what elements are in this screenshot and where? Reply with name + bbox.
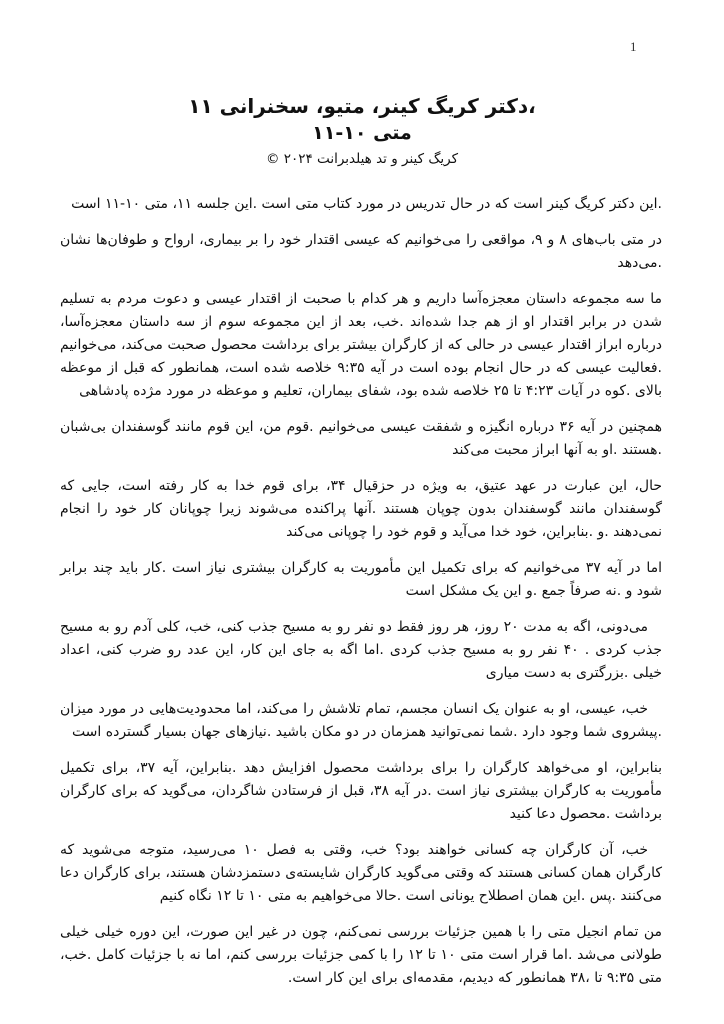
document-header (0, 0, 724, 169)
paragraph: می‌دونی، اگه به مدت ۲۰ روز، هر روز فقط دو نفر رو به مسیح جذب کنی، خب، کلی آدم رو به مسیح جذب کردی . ۴۰ نفر رو به مسیح جذب کردی .اما اگه به جای این کار، این عدد رو ضرب کنی، اعداد خیلی .بزرگتری به دست میاری (60, 619, 662, 681)
paragraph: همچنین در آیه ۳۶ درباره انگیزه و شفقت عیسی می‌خوانیم .قوم من، این قوم مانند گوسفندان بی‌شبان .هستند .او به آنها ابراز محبت می‌کند (60, 419, 662, 458)
paragraph: خب، عیسی، او به عنوان یک انسان مجسم، تمام تلاشش را می‌کند، اما محدودیت‌هایی در مورد میزان .پیشروی شما وجود دارد .شما نمی‌توانید همزمان در دو مکان باشید .نیازهای جهان بسیار گسترده است (60, 701, 662, 740)
paragraph: من تمام انجیل متی را با همین جزئیات بررسی نمی‌کنم، چون در غیر این صورت، این دوره خیلی خیلی طولانی می‌شد .اما قرار است متی ۱۰ تا ۱۲ را با کمی جزئیات بررسی کنم، اما نه با جزئیات کامل .خب، متی ۹:۳۵ تا ،۳۸ همانطور که دیدیم، مقدمه‌ای برای این کار است. (60, 924, 663, 986)
document-body (60, 193, 662, 990)
paragraph: اما در آیه ۳۷ می‌خوانیم که برای تکمیل این مأموریت به کارگران بیشتری نیاز است .کار باید چند برابر شود و .نه صرفاً جمع .و این یک مشکل است (60, 560, 663, 599)
paragraph: در متی باب‌های ۸ و ۹، مواقعی را می‌خوانیم که عیسی اقتدار خود را بر بیماری، ارواح و طوفان‌ها نشان .می‌دهد (60, 232, 662, 271)
document-title: ،دکتر کریگ کینر، متیو، سخنرانی ۱۱ (188, 94, 536, 118)
paragraph: حال، این عبارت در عهد عتیق، به ویژه در حزقیال ۳۴، برای قوم خدا به کار رفته است، جایی که گوسفندان مانند گوسفندان بدون چوپان هستند .آنها پراکنده می‌شوند زیرا چوپانان کار خود را انجام نمی‌دهند .و .بنابراین، خود خدا می‌آید و قوم خود را چوپانی می‌کند (60, 478, 663, 540)
page-number: 1 (630, 39, 637, 54)
copyright-line: کریگ کینر و تد هیلدبرانت ۲۰۲۴ © (265, 151, 459, 167)
paragraph: .این دکتر کریگ کینر است که در حال تدریس در مورد کتاب متی است .این جلسه ۱۱، متی ۱۰-۱۱ است (71, 196, 662, 212)
paragraph: بنابراین، او می‌خواهد کارگران را برای برداشت محصول افزایش دهد .بنابراین، آیه ۳۷، برای تکمیل مأموریت به کارگران بیشتری نیاز است .در آیه ۳۸، قبل از فرستادن شاگردان، می‌گوید که برای کارگران برداشت .محصول دعا کنید (60, 760, 663, 822)
paragraph: ما سه مجموعه داستان معجزه‌آسا داریم و هر کدام با صحبت از اقتدار عیسی و دعوت مردم به تسلیم شدن در برابر اقتدار او از هم جدا شده‌اند .خب، بعد از این مجموعه سوم از سه داستان معجزه‌آسا، درباره ابراز اقتدار عیسی در حالی که از کارگران بیشتر برای برداشت محصول صحبت می‌کند، می‌خوانیم .فعالیت عیسی که در حال انجام بوده است در آیه ۹:۳۵ خلاصه شده است، همانطور که قبل از موعظه بالای .کوه در آیات ۴:۲۳ تا ۲۵ خلاصه شده بود، شفای بیماران، تعلیم و موعظه در مورد مژده پادشاهی (60, 291, 662, 399)
document-subtitle: متی ۱۰-۱۱ (312, 122, 412, 144)
paragraph: خب، آن کارگران چه کسانی خواهند بود؟ خب، وقتی به فصل ۱۰ می‌رسید، متوجه می‌شوید که کارگران همان کسانی هستند که وقتی می‌گوید کارگران شایسته‌ی دستمزدشان هستند، برای کارگران دعا می‌کنند .پس .این همان اصطلاح یونانی است .حالا می‌خواهیم به متی ۱۰ تا ۱۲ نگاه کنیم (60, 842, 662, 904)
